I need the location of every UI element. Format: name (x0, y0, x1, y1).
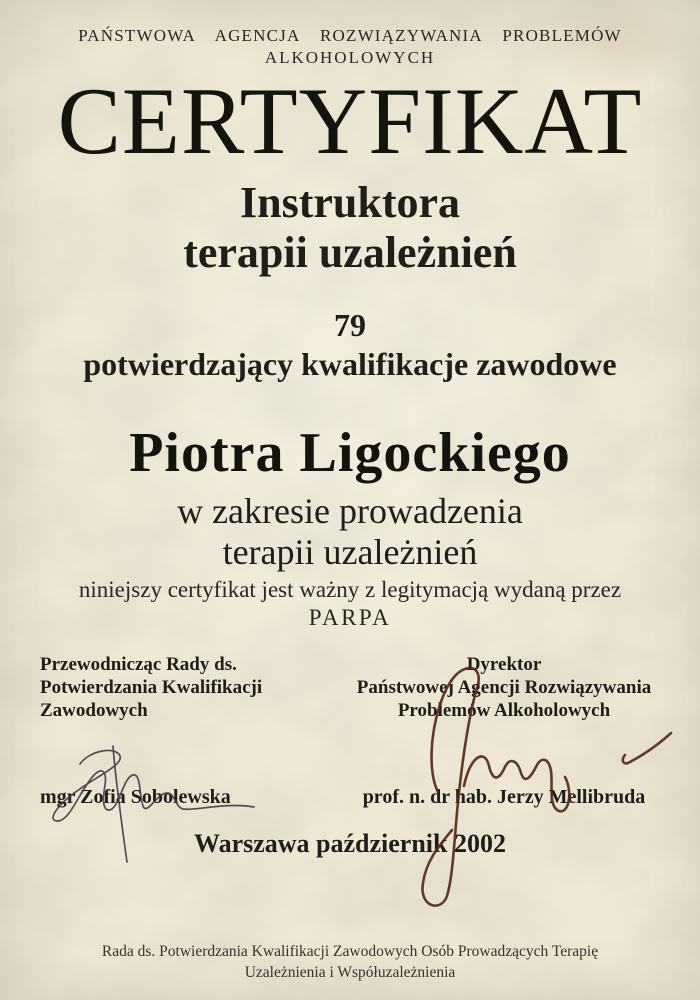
scope-line1: w zakresie prowadzenia (177, 490, 523, 531)
right-role-line2: Państwowej Agencji Rozwiązywania (356, 677, 652, 699)
signatory-names-row (0, 786, 700, 809)
certificate-title: CERTYFIKAT (57, 67, 643, 174)
right-role-line1: Dyrektor (466, 653, 542, 675)
certification-scope (0, 491, 700, 573)
subtitle-line1: Instruktora (239, 177, 461, 227)
recipient-name: Piotra Ligockiego (129, 421, 571, 484)
left-role-line3: Zawodowych (40, 700, 148, 722)
right-signatory-name: prof. n. dr hab. Jerzy Mellibruda (362, 786, 646, 809)
certificate-number: 79 (334, 306, 366, 343)
footer-line2: Uzależnienia i Współuzależnienia (244, 964, 456, 982)
certificate-subtitle (0, 178, 700, 279)
issuer-abbreviation: PARPA (308, 604, 392, 630)
organization-name-line2: ALKOHOLOWYCH (264, 47, 436, 67)
certification-statement: potwierdzający kwalifikacje zawodowe (83, 345, 617, 382)
issuing-organization (0, 0, 700, 69)
scope-line2: terapii uzależnień (222, 531, 478, 572)
left-role-line1: Przewodnicząc Rady ds. (40, 653, 237, 675)
validity-note: niniejszy certyfikat jest ważny z legitymacją wydaną przez (78, 576, 622, 602)
organization-name-line1: PAŃSTWOWA AGENCJA ROZWIĄZYWANIA PROBLEMÓW (78, 26, 622, 45)
signatory-roles-row (0, 653, 700, 723)
right-signatory-role (322, 653, 700, 723)
subtitle-line2: terapii uzależnień (183, 228, 517, 278)
footer-line1: Rada ds. Potwierdzania Kwalifikacji Zawodowych Osób Prowadzących Terapię (101, 942, 599, 960)
left-signatory-role (0, 653, 322, 723)
signature-area (0, 722, 700, 786)
left-role-line2: Potwierdzania Kwalifikacji (40, 677, 263, 699)
left-signatory-name: mgr Zofia Sobolewska (40, 786, 231, 809)
right-role-line3: Problemów Alkoholowych (397, 700, 611, 722)
place-and-date: Warszawa październik 2002 (194, 829, 506, 859)
footer-council-name (0, 941, 700, 984)
